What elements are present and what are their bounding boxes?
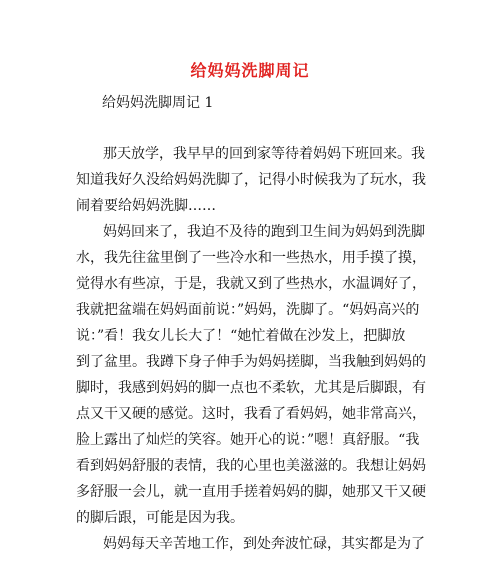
- paragraph-line: 我就把盆端在妈妈面前说：”妈妈，洗脚了。“妈妈高兴的: [76, 302, 420, 318]
- paragraph-line: 妈妈回来了，我迫不及待的跑到卫生间为妈妈到洗脚: [103, 224, 425, 240]
- paragraph-line: 妈妈每天辛苦地工作，到处奔波忙碌，其实都是为了: [103, 536, 425, 552]
- paragraph-line: 到了盆里。我蹲下身子伸手为妈妈搓脚，当我触到妈妈的: [76, 354, 426, 370]
- document-title: 给妈妈洗脚周记: [190, 61, 310, 80]
- document-subtitle: 给妈妈洗脚周记 1: [102, 95, 214, 111]
- paragraph-line: 说：”看！我女儿长大了！“她忙着做在沙发上，把脚放: [76, 328, 406, 344]
- paragraph-line: 脚时，我感到妈妈的脚一点也不柔软，尤其是后脚跟，有: [76, 380, 426, 396]
- paragraph-line: 水，我先往盆里倒了一些冷水和一些热水，用手摸了摸，: [76, 250, 426, 266]
- paragraph-line: 看到妈妈舒服的表情，我的心里也美滋滋的。我想让妈妈: [76, 458, 426, 474]
- paragraph-line: 知道我好久没给妈妈洗脚了，记得小时候我为了玩水，我: [76, 172, 426, 188]
- paragraph-line: 那天放学，我早早的回到家等待着妈妈下班回来。我: [103, 146, 425, 162]
- paragraph-line: 的脚后跟，可能是因为我。: [76, 510, 244, 526]
- paragraph-line: 闹着要给妈妈洗脚……: [76, 198, 216, 214]
- paragraph-line: 觉得水有些凉，于是，我就又到了些热水，水温调好了，: [76, 276, 426, 292]
- paragraph-line: 脸上露出了灿烂的笑容。她开心的说：”嗯！真舒服。“我: [76, 432, 420, 448]
- paragraph-line: 点又干又硬的感觉。这时，我看了看妈妈，她非常高兴，: [76, 406, 426, 422]
- paragraph-line: 多舒服一会儿，就一直用手搓着妈妈的脚，她那又干又硬: [76, 484, 426, 500]
